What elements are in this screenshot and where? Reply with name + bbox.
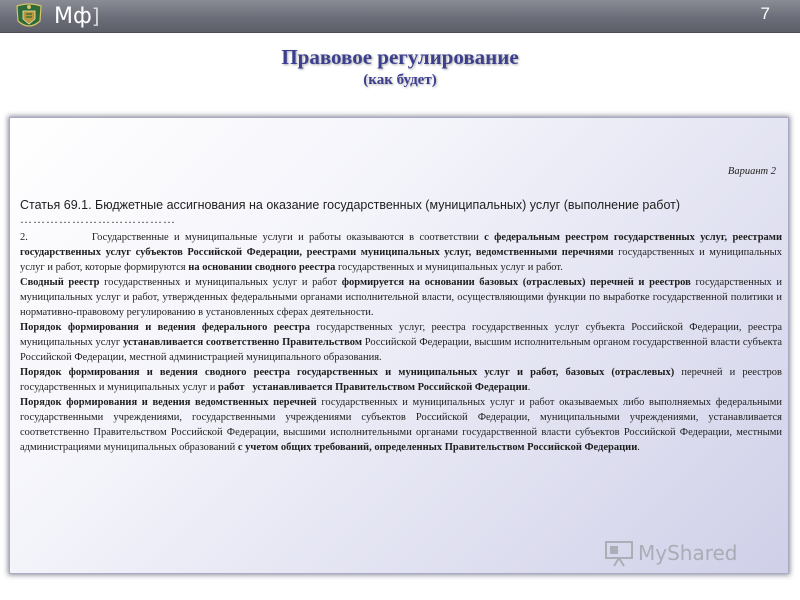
- projector-screen-icon: [604, 539, 634, 567]
- bold-run: с федеральным реестром государственных услуг, реестрами государственных услуг субъектов Российской Федерации, реестрами муниципальных услуг, ведомственными перечнями: [20, 232, 782, 258]
- text-run: государственных и муниципальных услуг и работ.: [335, 262, 563, 273]
- bold-run: Порядок формирования и ведения сводного реестра государственных и муниципальных услуг и работ, базовых (отраслевых): [20, 367, 675, 378]
- bold-run: формируется на основании базовых (отраслевых) перечней и реестров: [341, 277, 691, 288]
- text-run: .: [527, 382, 531, 393]
- bold-run: Порядок формирования и ведения федерального реестра: [20, 322, 311, 333]
- variant-label: Вариант 2: [727, 166, 776, 177]
- paragraph-5: [20, 395, 782, 455]
- logo-mf: Мф: [54, 4, 92, 29]
- bold-run: Порядок формирования и ведения ведомственных перечней: [20, 397, 317, 408]
- bold-run: устанавливается соответственно Правительством: [123, 337, 362, 348]
- text-run: государственных и муниципальных услуг и работ оказываемых либо выполняемых федеральными государственными учреждениями, государственными учреждениями субъектов Российской Федерации, муниципальными учреждениями, устанавливается соответственно Правительством Российской Федерации, высшими исполнительными органами государственной власти субъектов Российской Федерации, местными администрациями муниципальных образований: [20, 397, 782, 453]
- bold-run: работ устанавливается Правительством Российской Федерации: [218, 382, 528, 393]
- article-title: Статья 69.1. Бюджетные ассигнования на оказание государственных (муниципальных) услуг (выполнение работ): [20, 198, 681, 212]
- bold-run: с учетом общих требований, определенных Правительством Российской Федерации: [237, 442, 638, 453]
- emblem-icon: [14, 1, 44, 31]
- document-panel: [9, 117, 789, 574]
- text-run: Российской Федерации, высшим исполнительным органом государственной власти субъекта Российской Федерации, местной администрацией муниципального образования.: [20, 337, 782, 363]
- bold-run: на основании сводного реестра: [188, 262, 336, 273]
- paragraph-3: [20, 320, 782, 365]
- text-run: 2. Государственные и муниципальные услуги и работы оказываются в соответствии: [20, 232, 485, 243]
- text-run: государственных и муниципальных услуг и работ, утвержденных федеральными органами исполнительной власти, осуществляющими функции по выработке государственной политики и нормативно-правовому регулированию в установленных сферах деятельности.: [20, 277, 783, 318]
- logo-text: [54, 2, 100, 30]
- paragraph-2: [20, 275, 782, 320]
- document-content: [20, 198, 782, 455]
- text-run: государственных услуг, реестра государственных услуг субъекта Российской Федерации, реестра муниципальных услуг: [20, 322, 782, 348]
- paragraph-4: [20, 365, 782, 395]
- ellipsis-line: ………………………………: [20, 212, 176, 226]
- myshared-watermark: [604, 538, 738, 568]
- watermark-text: MyShared: [638, 541, 738, 565]
- bold-run: Сводный реестр: [20, 277, 100, 288]
- text-run: .: [637, 442, 640, 453]
- text-run: государственных и муниципальных услуг и работ: [99, 277, 342, 288]
- paragraph-1: [20, 230, 782, 275]
- top-bar: [0, 0, 800, 33]
- text-run: государственных и муниципальных услуг и работ, которые формируются: [20, 247, 782, 273]
- page-title: Правовое регулирование: [281, 45, 519, 69]
- page-subtitle: (как будет): [363, 72, 437, 88]
- text-run: перечней и реестров государственных и муниципальных услуг и: [20, 367, 782, 393]
- logo-suffix: ]: [91, 4, 100, 28]
- slide-number: 7: [760, 4, 770, 23]
